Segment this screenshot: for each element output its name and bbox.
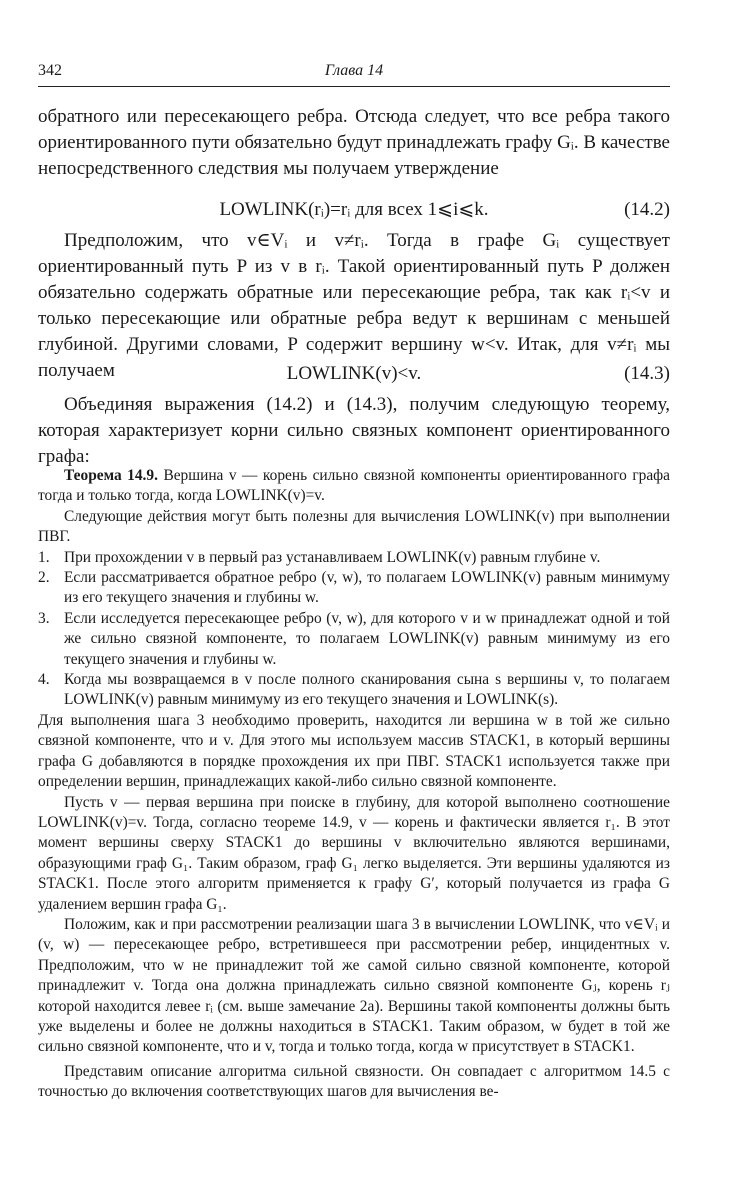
chapter-title: Глава 14 (324, 62, 384, 79)
list-item (38, 670, 670, 711)
first-vertex-paragraph: Пусть v — первая вершина при поиске в глубину, для которой выполнено соотношение LOWLINK(v)=v. Тогда, согласно теореме 14.9, v — корень и фактически является r₁. В этот момент вершины сверху STACK1 до вершины v включительно являются вершинами, образующими граф G₁. Таким образом, граф G₁ легко выделяется. Эти вершины удаляются из STACK1. После этого алгоритм применяется к графу G′, который получается из графа G удалением вершин графа G₁. (38, 793, 670, 913)
combining-paragraph (38, 392, 670, 470)
equation-14-3-number: (14.3) (624, 363, 670, 384)
theorem (38, 466, 670, 507)
step-number: 4. (38, 671, 50, 689)
equation-14-3-formula: LOWLINK(v)<v. (286, 363, 422, 384)
step-number: 1. (38, 548, 50, 566)
list-item (38, 548, 670, 568)
equation-14-2-number: (14.2) (624, 199, 670, 220)
list-item (38, 568, 670, 609)
step-text: При прохождении v в первый раз устанавливаем LOWLINK(v) равным глубине v. (64, 548, 601, 566)
step-text: Если рассматривается обратное ребро (v, w), то полагаем LOWLINK(v) равным минимуму из его текущего значения и глубины w. (64, 569, 670, 607)
assumption-text: Предположим, что v∈Vᵢ и v≠rᵢ. Тогда в графе Gᵢ существует ориентированный путь P из v в rᵢ. Такой ориентированный путь P должен обязательно содержать обратные или пересекающие ребра, так как rᵢ<v и только пересекающие или обратные ребра ведут к вершинам с меньшей глубиной. Другими словами, P содержит вершину w<v. Итак, для v≠rᵢ мы получаем (38, 230, 670, 381)
page-header (38, 60, 670, 87)
intro-text: обратного или пересекающего ребра. Отсюда следует, что все ребра такого ориентированного пути обязательно будут принадлежать графу Gᵢ. В качестве непосредственного следствия мы получаем утверждение (38, 106, 670, 179)
small-print-section (38, 466, 670, 1103)
theorem-title: Теорема 14.9. (64, 467, 158, 484)
combining-text: Объединяя выражения (14.2) и (14.3), получим следующую теорему, которая характеризует корни сильно связных компонент ориентированного графа: (38, 394, 670, 467)
step-number: 2. (38, 569, 50, 587)
step-text: Когда мы возвращаемся в v после полного сканирования сына s вершины v, то полагаем LOWLINK(v) равным минимуму из его текущего значения и LOWLINK(s). (64, 671, 670, 709)
list-item (38, 609, 670, 670)
steps-list (38, 548, 670, 711)
page-number: 342 (38, 62, 62, 79)
equation-14-2-formula: LOWLINK(rᵢ)=rᵢ для всех 1⩽i⩽k. (219, 199, 489, 220)
equation-14-3 (38, 360, 670, 388)
theorem-text: Вершина v — корень сильно связной компоненты ориентированного графа тогда и только тогда, когда LOWLINK(v)=v. (38, 467, 670, 505)
step-text: Если исследуется пересекающее ребро (v, w), для которого v и w принадлежат одной и той же сильно связной компоненте, то полагаем LOWLINK(v) равным минимуму из его текущего значения и глубины w. (64, 609, 670, 668)
step3-note: Для выполнения шага 3 необходимо проверить, находится ли вершина w в той же сильно связной компоненте, что и v. Для этого мы используем массив STACK1, в который вершины графа G добавляются в порядке прохождения их при ПВГ. STACK1 используется также при определении вершин, принадлежащих какой-либо сильно связной компоненте. (38, 711, 670, 791)
suppose-paragraph: Положим, как и при рассмотрении реализации шага 3 в вычислении LOWLINK, что v∈Vᵢ и (v, w) — пересекающее ребро, встретившееся при рассмотрении ребер, инцидентных v. Предположим, что w не принадлежит той же самой сильно связной компоненте, которой принадлежит v. Тогда она должна принадлежать сильно связной компоненте Gⱼ, корень rⱼ которой находится левее rᵢ (см. выше замечание 2а). Вершины такой компоненты должны быть уже выделены и более не должны находиться в STACK1. Таким образом, w будет в той же сильно связной компоненте, что и v, тогда и только тогда, когда w присутствует в STACK1. (38, 915, 670, 1056)
actions-intro: Следующие действия могут быть полезны для вычисления LOWLINK(v) при выполнении ПВГ. (38, 507, 670, 546)
intro-paragraph (38, 104, 670, 182)
step-number: 3. (38, 609, 50, 627)
algorithm-paragraph: Представим описание алгоритма сильной связности. Он совпадает с алгоритмом 14.5 с точностью до включения соответствующих шагов для вычисления ве- (38, 1062, 670, 1101)
equation-14-2 (38, 196, 670, 224)
